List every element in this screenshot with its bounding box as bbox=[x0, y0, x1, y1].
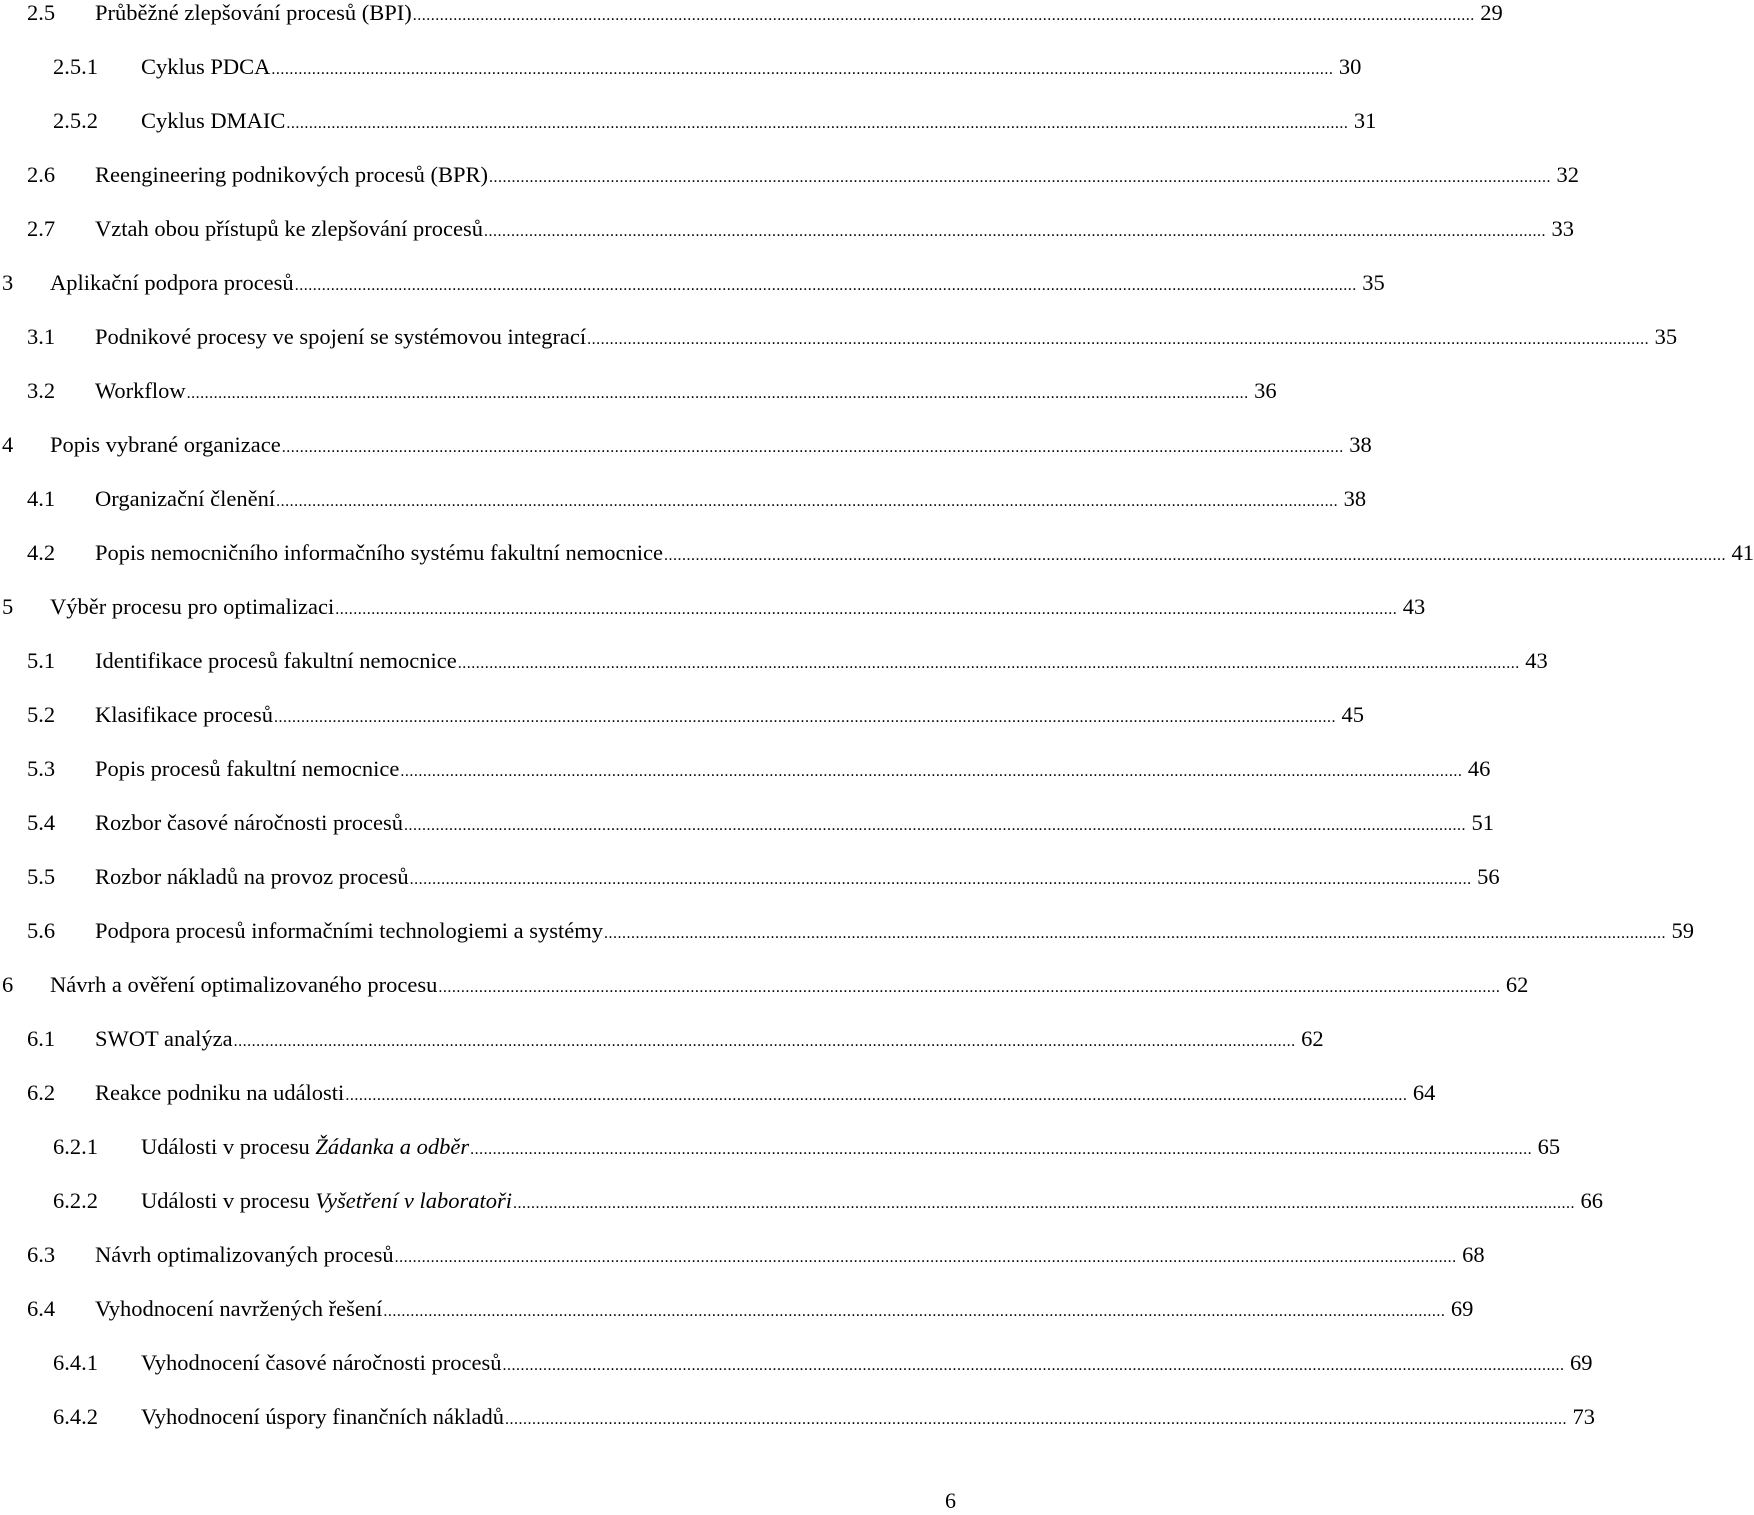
toc-dot-leader bbox=[282, 431, 1344, 465]
toc-entry-page: 59 bbox=[1671, 918, 1695, 943]
toc-entry-page: 43 bbox=[1525, 648, 1548, 673]
toc-dot-leader bbox=[470, 1133, 1532, 1167]
toc-entry-number: 3.1 bbox=[27, 324, 56, 349]
toc-entry-number: 6.4.2 bbox=[53, 1404, 98, 1429]
toc-entry[interactable] bbox=[0, 104, 1377, 138]
toc-entry-title: Vyhodnocení časové náročnosti procesů bbox=[141, 1350, 502, 1375]
toc-entry-page: 29 bbox=[1480, 0, 1503, 25]
toc-entry-title: Návrh optimalizovaných procesů bbox=[95, 1242, 394, 1267]
toc-entry[interactable] bbox=[0, 590, 1426, 624]
toc-dot-leader bbox=[335, 593, 1397, 627]
toc-entry[interactable] bbox=[0, 968, 1529, 1002]
toc-dot-leader bbox=[484, 215, 1546, 249]
toc-entry-title: Reengineering podnikových procesů (BPR) bbox=[95, 162, 489, 187]
toc-entry-title: Klasifikace procesů bbox=[95, 702, 274, 727]
toc-dot-leader bbox=[187, 377, 1249, 411]
toc-entry-title: Průběžné zlepšování procesů (BPI) bbox=[95, 0, 412, 25]
toc-entry-number: 2.7 bbox=[27, 216, 56, 241]
toc-entry-title: Identifikace procesů fakultní nemocnice bbox=[95, 648, 457, 673]
toc-dot-leader bbox=[345, 1079, 1407, 1113]
toc-dot-leader bbox=[395, 1241, 1457, 1275]
toc-entry-page: 66 bbox=[1580, 1188, 1603, 1213]
toc-entry-title: Popis vybrané organizace bbox=[50, 432, 281, 457]
toc-entry-number: 5.3 bbox=[27, 756, 56, 781]
toc-entry-title: Cyklus DMAIC bbox=[141, 108, 286, 133]
toc-entry[interactable] bbox=[0, 50, 1362, 84]
toc-entry[interactable] bbox=[0, 806, 1495, 840]
toc-dot-leader bbox=[295, 269, 1357, 303]
toc-entry-page: 65 bbox=[1537, 1134, 1561, 1159]
toc-entry-page: 51 bbox=[1471, 810, 1495, 835]
toc-dot-leader bbox=[664, 539, 1726, 573]
toc-entry-title: Podpora procesů informačními technologiemi a systémy bbox=[95, 918, 604, 943]
toc-entry-number: 2.5 bbox=[27, 0, 56, 25]
toc-entry-page: 36 bbox=[1254, 378, 1277, 403]
toc-entry[interactable] bbox=[0, 482, 1367, 516]
toc-dot-leader bbox=[404, 809, 1466, 843]
toc-entry-page: 31 bbox=[1353, 108, 1377, 133]
toc-entry-number: 6.2.1 bbox=[53, 1134, 98, 1159]
toc-dot-leader bbox=[438, 971, 1500, 1005]
toc-dot-leader bbox=[513, 1187, 1575, 1221]
toc-entry-title: Vyhodnocení navržených řešení bbox=[95, 1296, 383, 1321]
toc-entry-title: Popis nemocničního informačního systému fakultní nemocnice bbox=[95, 540, 664, 565]
toc-entry[interactable] bbox=[0, 428, 1372, 462]
toc-dot-leader bbox=[286, 107, 1348, 141]
toc-dot-leader bbox=[505, 1403, 1567, 1437]
toc-entry-page: 62 bbox=[1505, 972, 1529, 997]
toc-entry-title: Výběr procesu pro optimalizaci bbox=[50, 594, 335, 619]
toc-entry-title: Události v procesu Vyšetření v laboratoři bbox=[141, 1188, 512, 1213]
toc-entry-page: 38 bbox=[1349, 432, 1372, 457]
toc-entry-page: 73 bbox=[1572, 1404, 1596, 1429]
toc-entry-page: 69 bbox=[1570, 1350, 1593, 1375]
toc-entry-page: 56 bbox=[1477, 864, 1500, 889]
toc-entry[interactable] bbox=[0, 536, 1754, 570]
toc-dot-leader bbox=[274, 701, 1336, 735]
toc-dot-leader bbox=[271, 53, 1333, 87]
toc-dot-leader bbox=[276, 485, 1338, 519]
toc-entry-title: Workflow bbox=[95, 378, 186, 403]
toc-entry-number: 5 bbox=[2, 594, 14, 619]
toc-entry-title: Popis procesů fakultní nemocnice bbox=[95, 756, 400, 781]
toc-entry-number: 3.2 bbox=[27, 378, 56, 403]
toc-entry-title: Rozbor časové náročnosti procesů bbox=[95, 810, 404, 835]
toc-entry-number: 5.1 bbox=[27, 648, 56, 673]
toc-entry[interactable] bbox=[0, 1400, 1596, 1434]
toc-dot-leader bbox=[503, 1349, 1565, 1383]
toc-entry[interactable] bbox=[0, 374, 1277, 408]
toc-entry[interactable] bbox=[0, 1238, 1485, 1272]
toc-dot-leader bbox=[489, 161, 1551, 195]
toc-entry-title: Rozbor nákladů na provoz procesů bbox=[95, 864, 409, 889]
toc-entry-page: 69 bbox=[1450, 1296, 1474, 1321]
toc-dot-leader bbox=[410, 863, 1472, 897]
toc-entry[interactable] bbox=[0, 1076, 1436, 1110]
toc-dot-leader bbox=[604, 917, 1666, 951]
page-number: 6 bbox=[945, 1488, 956, 1513]
toc-entry-page: 41 bbox=[1731, 540, 1754, 565]
toc-entry-page: 62 bbox=[1301, 1026, 1324, 1051]
toc-entry-number: 2.5.2 bbox=[53, 108, 98, 133]
toc-entry-page: 32 bbox=[1556, 162, 1580, 187]
toc-entry[interactable] bbox=[0, 1130, 1561, 1164]
toc-entry-number: 6.4.1 bbox=[53, 1350, 98, 1375]
toc-entry-title: Cyklus PDCA bbox=[141, 54, 271, 79]
toc-entry-number: 3 bbox=[2, 270, 14, 295]
toc-entry[interactable] bbox=[0, 1292, 1474, 1326]
toc-entry[interactable] bbox=[0, 0, 1503, 30]
toc-dot-leader bbox=[383, 1295, 1445, 1329]
toc-entry-number: 6.3 bbox=[27, 1242, 56, 1267]
toc-entry-number: 2.5.1 bbox=[53, 54, 98, 79]
toc-entry-number: 5.4 bbox=[27, 810, 56, 835]
toc-dot-leader bbox=[458, 647, 1520, 681]
toc-entry-page: 68 bbox=[1462, 1242, 1485, 1267]
toc-entry-title: Návrh a ověření optimalizovaného procesu bbox=[50, 972, 438, 997]
toc-entry-title: Události v procesu Žádanka a odběr bbox=[141, 1134, 470, 1159]
toc-entry-page: 43 bbox=[1402, 594, 1426, 619]
toc-entry-title: Podnikové procesy ve spojení se systémovou integrací bbox=[95, 324, 587, 349]
toc-entry-number: 4.2 bbox=[27, 540, 56, 565]
toc-entry-number: 6.2 bbox=[27, 1080, 56, 1105]
toc-entry-page: 30 bbox=[1338, 54, 1362, 79]
toc-entry-page: 45 bbox=[1341, 702, 1365, 727]
toc-dot-leader bbox=[234, 1025, 1296, 1059]
toc-entry-title: Vztah obou přístupů ke zlepšování procesů bbox=[95, 216, 484, 241]
toc-entry[interactable] bbox=[0, 752, 1491, 786]
toc-entry[interactable] bbox=[0, 914, 1695, 948]
toc-entry-number: 5.2 bbox=[27, 702, 56, 727]
toc-entry-number: 2.6 bbox=[27, 162, 56, 187]
toc-entry[interactable] bbox=[0, 644, 1548, 678]
toc-entry[interactable] bbox=[0, 860, 1500, 894]
toc-dot-leader bbox=[400, 755, 1462, 789]
toc-entry[interactable] bbox=[0, 1346, 1593, 1380]
toc-entry-number: 5.6 bbox=[27, 918, 56, 943]
toc-entry[interactable] bbox=[0, 1184, 1603, 1218]
toc-entry-title: Vyhodnocení úspory finančních nákladů bbox=[141, 1404, 505, 1429]
toc-entry-page: 33 bbox=[1551, 216, 1575, 241]
toc-entry-page: 38 bbox=[1343, 486, 1367, 511]
toc-entry-number: 4.1 bbox=[27, 486, 56, 511]
toc-entry-title: Organizační členění bbox=[95, 486, 276, 511]
toc-entry-number: 4 bbox=[2, 432, 14, 457]
toc-entry-number: 6 bbox=[2, 972, 14, 997]
toc-entry-title: Reakce podniku na události bbox=[95, 1080, 345, 1105]
toc-entry-page: 64 bbox=[1412, 1080, 1436, 1105]
toc-entry-page: 46 bbox=[1467, 756, 1491, 781]
toc-entry-number: 6.4 bbox=[27, 1296, 56, 1321]
toc-entry[interactable] bbox=[0, 698, 1365, 732]
toc-entry-page: 35 bbox=[1654, 324, 1678, 349]
toc-entry-number: 5.5 bbox=[27, 864, 56, 889]
toc-entry[interactable] bbox=[0, 320, 1678, 354]
toc-entry[interactable] bbox=[0, 212, 1575, 246]
toc-dot-leader bbox=[413, 0, 1475, 33]
toc-entry-page: 35 bbox=[1362, 270, 1385, 295]
toc-entry[interactable] bbox=[0, 158, 1580, 192]
toc-dot-leader bbox=[587, 323, 1649, 357]
toc-entry-number: 6.1 bbox=[27, 1026, 56, 1051]
toc-entry[interactable] bbox=[0, 266, 1385, 300]
toc-entry[interactable] bbox=[0, 1022, 1324, 1056]
toc-entry-title: Aplikační podpora procesů bbox=[50, 270, 294, 295]
toc-entry-title: SWOT analýza bbox=[95, 1026, 233, 1051]
toc-entry-number: 6.2.2 bbox=[53, 1188, 98, 1213]
